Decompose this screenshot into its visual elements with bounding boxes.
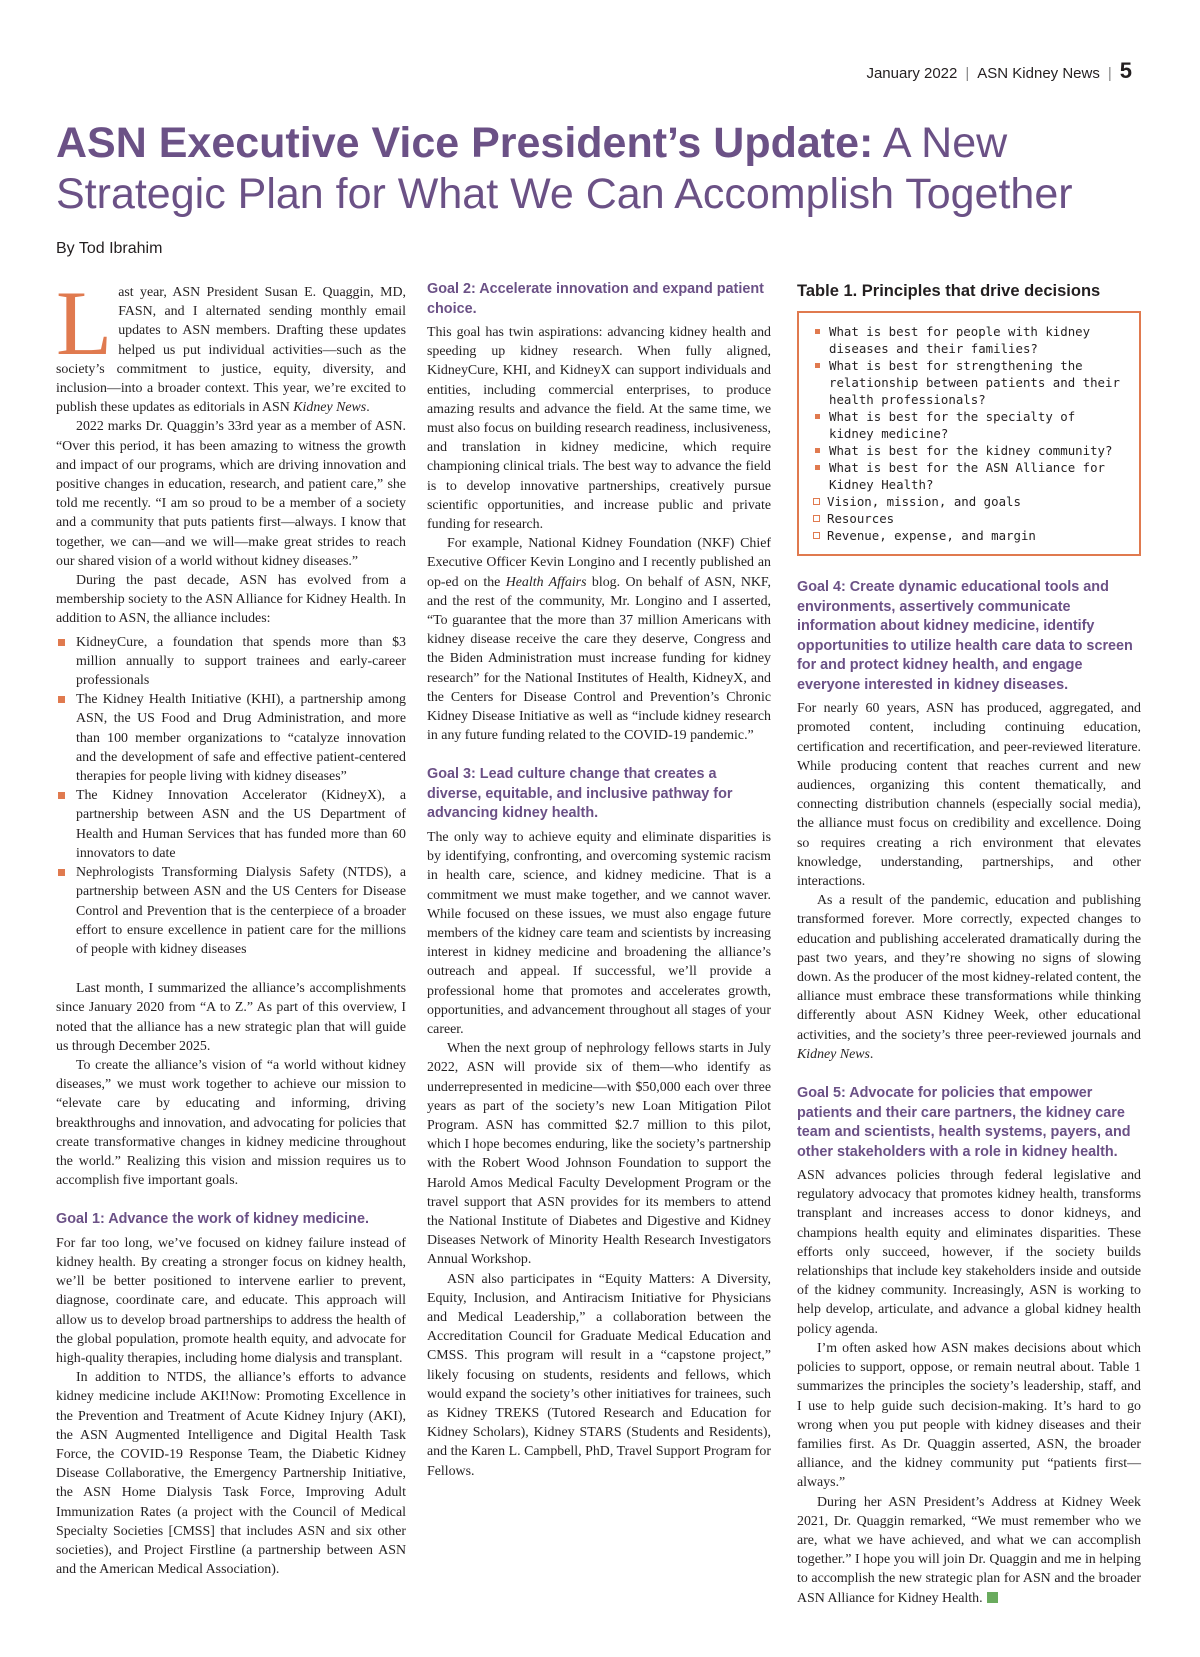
principle-item: What is best for the ASN Alliance for Kidney Health? [813,459,1127,493]
principles-table [797,311,1141,556]
publication-name: ASN Kidney News [977,65,1100,82]
alliance-list [56,633,406,959]
end-of-article-mark [987,1592,998,1603]
paragraph: As a result of the pandemic, education and publishing transformed forever. More correctly, expected changes to education and publishing accelerated dramatically during the past two years, and they’re showing no signs of slowing down. As the producer of the most kidney-related content, the alliance must embrace these transformations while thinking differently about ASN Kidney Week, other educational activities, and the society’s three peer-reviewed journals and Kidney News. [797,893,1141,1062]
goal-5-heading: Goal 5: Advocate for policies that empower patients and their care partners, the kidney care team and scientists, health systems, payers, and other stakeholders with a role in kidney health. [797,1085,1131,1160]
header-separator: | [1107,65,1112,82]
byline: By Tod Ibrahim [56,240,163,257]
paragraph: ASN advances policies through federal legislative and regulatory advocacy that promotes kidney health, transforms transplant and increases access to donor kidneys, and champions health equity and eliminates disparities. These efforts only succeed, however, if the society builds relationships that include key stakeholders inside and outside of the kidney community. Increasingly, ASN is working to help develop, articulate, and advance a global kidney health policy agenda. [797,1168,1141,1337]
principles-sublist [813,493,1127,544]
paragraph: For nearly 60 years, ASN has produced, aggregated, and promoted content, including continuing education, certification and recertification, and peer-reviewed literature. While producing content that reaches current and new audiences, organizing this content thematically, and connecting distribution channels (especially social media), the alliance must focus on credibility and excellence. Doing so requires creating a rich environment that elevates knowledge, understanding, partnerships, and other interactions. [797,701,1141,890]
title-bold: ASN Executive Vice President’s Update: [56,119,874,167]
principle-subitem: Revenue, expense, and margin [813,527,1127,544]
paragraph: This goal has twin aspirations: advancing kidney health and speeding up kidney research. When fully aligned, KidneyCure, KHI, and KidneyX can support individuals and entities, including commercial enterprises, to produce amazing results and advance the field. At the same time, we must also focus on building research readiness, inclusiveness, and translation in kidney medicine, which require championing clinical trials. The best way to advance the field is to develop innovative partnerships, creatively pursue scientific opportunities, and increase public and private funding for research. [427,325,771,533]
column-3 [797,280,1141,1608]
intro-paragraph: Last year, ASN President Susan E. Quaggin, MD, FASN, and I alternated sending monthly email updates to ASN members. Drafting these updates helped us put individual activities—such as the society’s commitment to justice, equity, diversity, and inclusion—into a broader context. This year, we’re excited to publish these updates as editorials in ASN Kidney News. [56,272,406,416]
list-item: Nephrologists Transforming Dialysis Safety (NTDS), a partnership between ASN and the US Centers for Disease Control and Prevention that is the centerpiece of a broader effort to ensure excellence in patient care for the millions of people with kidney diseases [56,863,406,959]
paragraph: In addition to NTDS, the alliance’s efforts to advance kidney medicine include AKI!Now: Promoting Excellence in the Prevention and Treatment of Acute Kidney Injury (AKI), the ASN Augmented Intelligence and Digital Health Task Force, the COVID-19 Response Team, the Diabetic Kidney Disease Collaborative, the Emergency Partnership Initiative, the ASN Home Dialysis Task Force, Improving Adult Immunization Rates (a project with the Council of Medical Specialty Societies [CMSS] that includes ASN and six other societies), and Project Firstline (a partnership between ASN and the American Medical Association). [56,1370,406,1578]
paragraph: To create the alliance’s vision of “a world without kidney diseases,” we must work together to achieve our mission to “elevate care by educating and informing, driving breakthroughs and innovation, and advocating for policies that create transformative changes in kidney medicine throughout the world.” Realizing this vision and mission requires us to accomplish five important goals. [56,1057,406,1189]
running-header [866,58,1132,84]
goal-2-heading: Goal 2: Accelerate innovation and expand patient choice. [427,281,764,317]
column-1 [56,272,406,1580]
list-item: The Kidney Health Initiative (KHI), a partnership among ASN, the US Food and Drug Administration, and more than 100 member organizations to “catalyze innovation and the development of safe and effective patient-centered therapies for people living with kidney diseases” [56,690,406,786]
paragraph: When the next group of nephrology fellows starts in July 2022, ASN will provide six of them—who identify as underrepresented in medicine—with $50,000 each over three years as part of the society’s new Loan Mitigation Pilot Program. ASN has committed $2.7 million to this pilot, which I hope becomes enduring, like the society’s partnership with the Robert Wood Johnson Foundation to support the Harold Amos Medical Faculty Development Program or the travel support that ASN provides for its members to attend the National Institute of Diabetes and Digestive and Kidney Diseases Network of Minority Health Research Investigators Annual Workshop. [427,1041,771,1268]
goal-3-heading: Goal 3: Lead culture change that creates a diverse, equitable, and inclusive pathway for advancing kidney health. [427,766,733,822]
principle-item: What is best for the specialty of kidney medicine? [813,408,1127,442]
principle-item: What is best for strengthening the relationship between patients and their health professionals? [813,357,1127,408]
paragraph: The only way to achieve equity and eliminate disparities is by identifying, confronting, and overcoming systemic racism in health care, science, and kidney medicine. That is a commitment we must make together, and we cannot waver. While focused on these issues, we must also engage future members of the kidney care team and scientists by increasing interest in kidney medicine and broadening the alliance’s outreach and appeal. If successful, we’ll provide a professional home that promotes and accelerates growth, opportunities, and advancement throughout all stages of your career. [427,829,771,1037]
table-title: Table 1. Principles that drive decisions [797,282,1101,300]
principle-subitem: Resources [813,510,1127,527]
list-item: KidneyCure, a foundation that spends more than $3 million annually to support trainees and early-career professionals [56,633,406,691]
principle-subitem: Vision, mission, and goals [813,493,1127,510]
article-title [56,118,1156,220]
paragraph: 2022 marks Dr. Quaggin’s 33rd year as a member of ASN. “Over this period, it has been amazing to witness the growth and impact of our programs, which are driving innovation and positive changes in education, research, and patient care,” she told me recently. “I am so proud to be a member of a society and a community that puts patients first—always. I know that together, we can—and we will—make great strides to reach our shared vision of a world without kidney diseases.” [56,419,406,569]
page-number: 5 [1119,58,1132,83]
column-2 [427,280,771,1481]
paragraph: During the past decade, ASN has evolved from a membership society to the ASN Alliance for Kidney Health. In addition to ASN, the alliance includes: [56,573,406,627]
goal-1-heading: Goal 1: Advance the work of kidney medicine. [56,1211,369,1228]
paragraph: Last month, I summarized the alliance’s accomplishments since January 2020 from “A to Z.” As part of this overview, I noted that the alliance has a new strategic plan that will guide us through December 2025. [56,981,406,1054]
header-separator: | [965,65,970,82]
goal-4-heading: Goal 4: Create dynamic educational tools and environments, assertively communicate information about kidney medicine, identify opportunities to utilize health care data to screen for and protect kidney health, and engage everyone interested in kidney diseases. [797,579,1133,693]
drop-cap: L [56,272,113,374]
title-rest: A New Strategic Plan for What We Can Accomplish Together [56,119,1073,218]
paragraph: I’m often asked how ASN makes decisions about which policies to support, oppose, or remain neutral about. Table 1 summarizes the principles the society’s leadership, staff, and I use to help guide such decision-making. It’s hard to go wrong when you put people with kidney diseases and their families first. As Dr. Quaggin asserted, ASN, the broader alliance, and the kidney community put “patients first—always.” [797,1340,1141,1491]
list-item: The Kidney Innovation Accelerator (KidneyX), a partnership between ASN and the US Department of Health and Human Services that has funded more than 60 innovators to date [56,786,406,863]
paragraph: For example, National Kidney Foundation (NKF) Chief Executive Officer Kevin Longino and I recently published an op-ed on the Health Affairs blog. On behalf of ASN, NKF, and the rest of the community, Mr. Longino and I asserted, “To guarantee that the more than 37 million Americans with kidney disease receive the care they deserve, Congress and the Biden Administration must increase funding for kidney research” for the National Institutes of Health, KidneyX, and the Centers for Disease Control and Prevention’s Chronic Kidney Disease Initiative as well as “include kidney research in any future funding related to the COVID-19 pandemic.” [427,536,771,744]
principle-item: What is best for people with kidney diseases and their families? [813,323,1127,357]
paragraph: During her ASN President’s Address at Kidney Week 2021, Dr. Quaggin remarked, “We must remember who we are, what we have achieved, and what we can accomplish together.” I hope you will join Dr. Quaggin and me in helping to accomplish the new strategic plan for ASN and the broader ASN Alliance for Kidney Health. [797,1494,1141,1606]
principle-item: What is best for the kidney community? [813,442,1127,459]
issue-date: January 2022 [866,65,958,82]
principles-list [813,323,1127,493]
paragraph: For far too long, we’ve focused on kidney failure instead of kidney health. By creating a stronger focus on kidney health, we’ll be better positioned to intervene earlier to prevent, diagnose, coordinate care, and educate. This approach will allow us to develop broad partnerships to address the health of the global population, promote health equity, and advocate for high-quality therapies, including home dialysis and transplant. [56,1235,406,1367]
paragraph: ASN also participates in “Equity Matters: A Diversity, Equity, Inclusion, and Antiracism Initiative for Physicians and Medical Leadership,” a collaboration between the Accreditation Council for Graduate Medical Education and CMSS. This program will result in a “capstone project,” likely focusing on students, residents and fellows, which would expand the society’s other initiatives for trainees, such as Kidney TREKS (Tutored Research and Education for Kidney Scholars), Kidney STARS (Students and Residents), and the Karen L. Campbell, PhD, Travel Support Program for Fellows. [427,1271,771,1479]
